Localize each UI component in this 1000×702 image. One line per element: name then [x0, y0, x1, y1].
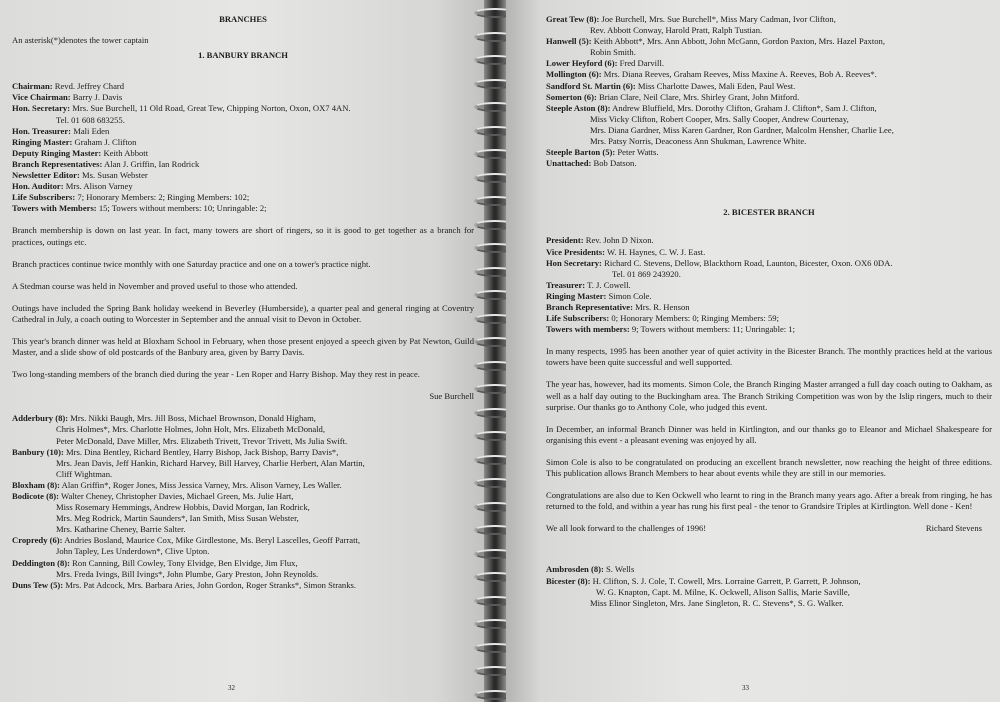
banbury-officers [12, 81, 474, 214]
tower-entry: Great Tew (8): Joe Burchell, Mrs. Sue Burchell*, Miss Mary Cadman, Ivor Clifton, Rev. Abbott Conway, Harold Pratt, Ralph Tustian. [546, 14, 836, 36]
tower-entry: Mollington (6): Mrs. Diana Reeves, Graham Reeves, Miss Maxine A. Reeves, Bob A. Reeves*. [546, 69, 877, 80]
tower-entry: Banbury (10): Mrs. Dina Bentley, Richard Bentley, Harry Bishop, Jack Bishop, Barry Davis*, Mrs. Jean Davis, Jeff Hankin, Richard Harvey, Bill Harvey, Charlie Herbert, Alan Martin, Cliff Wightman. [12, 446, 365, 479]
section-title-banbury: 1. BANBURY BRANCH [198, 50, 288, 61]
tower-entry: Ambrosden (8): S. Wells [546, 564, 635, 575]
paragraph: Congratulations are also due to Ken Ockwell who learnt to ring in the Branch many years ago. After a break from ringing, he has returned to the fold, and within a year has rung his first peal - the tenor to Grandsire Triples at Kirtlington. Well done - Ken! [546, 490, 992, 512]
officer-row: Ringing Master: Simon Cole. [546, 290, 652, 301]
officer-row: Vice Chairman: Barry J. Davis [12, 92, 123, 103]
officer-row: Hon. Auditor: Mrs. Alison Varney [12, 181, 133, 192]
section-title-bicester: 2. BICESTER BRANCH [723, 207, 815, 218]
tower-entry: Sandford St. Martin (6): Miss Charlotte Dawes, Mali Eden, Paul West. [546, 80, 796, 91]
paragraph: In December, an informal Branch Dinner was held in Kirtlington, and our thanks go to Eleanor and Michael Shakespeare for organising this event - a pleasant evening was enjoyed by all. [546, 423, 992, 445]
officer-row: Tel. 01 608 683255. [56, 114, 125, 125]
paragraph: Two long-standing members of the branch died during the year - Len Roper and Harry Bishop. May they rest in peace. [12, 369, 420, 380]
paragraph: The year has, however, had its moments. Simon Cole, the Branch Ringing Master arranged a full day coach outing to Oakham, as well as a half day outing to the Buckingham area. The Branch Striking Competition was won by the Islip ringers, much to their surprise. Our thanks go to Anthony Cole, who judged this event. [546, 379, 992, 412]
signature-sue-burchell: Sue Burchell [429, 391, 474, 402]
tower-entry: Unattached: Bob Datson. [546, 158, 637, 169]
banbury-towers [12, 413, 474, 591]
page-number: 33 [742, 683, 749, 692]
page-number: 32 [228, 683, 235, 692]
bicester-officers [546, 235, 992, 335]
closing-line: We all look forward to the challenges of 1996! [546, 523, 707, 534]
paragraph: This year's branch dinner was held at Bloxham School in February, when those present enjoyed a speech given by Pat Newton, Guild Master, and a slide show of old postcards of the Banbury area, given by Barry Davis. [12, 335, 474, 358]
tower-entry: Bicester (8): H. Clifton, S. J. Cole, T. Cowell, Mrs. Lorraine Garrett, P. Garrett, P. Johnson, W. G. Knapton, Capt. M. Milne, K. Ockwell, Alison Sallis, Marie Saville, Miss Elinor Singleton, Mrs. Jane Singleton, R. C. Stevens*, S. G. Walker. [546, 575, 861, 608]
tower-entry: Cropredy (6): Andries Bosland, Maurice Cox, Mike Girdlestone, Ms. Beryl Lascelles, Geoff Parratt, John Tapley, Les Underdown*, Clive Upton. [12, 535, 361, 557]
officer-row: Chairman: Revd. Jeffrey Chard [12, 81, 125, 92]
tower-entry: Somerton (6): Brian Clare, Neil Clare, Mrs. Shirley Grant, John Mitford. [546, 91, 800, 102]
right-page [506, 0, 1000, 702]
signature-richard-stevens: Richard Stevens [925, 523, 982, 534]
paragraph: Branch membership is down on last year. In fact, many towers are short of ringers, so it is good to get together as a branch for practices, outings etc. [12, 225, 474, 247]
tower-entry: Bloxham (8): Alan Griffin*, Roger Jones, Miss Jessica Varney, Mrs. Alison Varney, Les Waller. [12, 479, 342, 490]
officer-row: Hon Secretary: Richard C. Stevens, Dellow, Blackthorn Road, Launton, Bicester, Oxon. OX6 0DA. [546, 257, 893, 268]
officer-row: Newsletter Editor: Ms. Susan Webster [12, 170, 148, 181]
tower-entry: Bodicote (8): Walter Cheney, Christopher Davies, Michael Green, Ms. Julie Hart, Miss Rosemary Hemmings, Andrew Hobbis, David Morgan, Ian Rodrick, Mrs. Meg Rodrick, Martin Saunders*, Ian Smith, Miss Susan Webster, Mrs. Katharine Cheney, Barrie Salter. [12, 491, 310, 535]
paragraph: Branch practices continue twice monthly with one Saturday practice and one on a tower's practice night. [12, 258, 371, 269]
tower-entry: Adderbury (8): Mrs. Nikki Baugh, Mrs. Jill Boss, Michael Brownson, Donald Higham, Chris Holmes*, Mrs. Charlotte Holmes, John Holt, Mrs. Elizabeth McDonald, Peter McDonald, Dave Miller, Mrs. Elizabeth Trivett, Trevor Trivett, Ms Julia Swift. [12, 413, 348, 446]
officer-row: Treasurer: T. J. Cowell. [546, 279, 631, 290]
officer-row: Towers with members: 9; Towers without members: 11; Unringable: 1; [546, 324, 795, 335]
officer-row: Life Subscribers: 7; Honorary Members: 2; Ringing Members: 102; [12, 192, 250, 203]
tower-entry: Hanwell (5): Keith Abbott*, Mrs. Ann Abbott, John McGann, Gordon Paxton, Mrs. Hazel Paxton, Robin Smith. [546, 36, 885, 58]
tower-entry: Deddington (8): Ron Canning, Bill Cowley, Tony Elvidge, Ben Elvidge, Jim Flux, Mrs. Freda Ivings, Bill Ivings*, John Plumbe, Gary Preston, John Reynolds. [12, 557, 319, 579]
officer-row: Ringing Master: Graham J. Clifton [12, 136, 137, 147]
officer-row: Deputy Ringing Master: Keith Abbott [12, 147, 149, 158]
officer-row: Hon. Treasurer: Mali Eden [12, 125, 110, 136]
page-title: BRANCHES [219, 14, 267, 24]
tower-entry: Lower Heyford (6): Fred Darvill. [546, 58, 664, 69]
asterisk-note: An asterisk(*)denotes the tower captain [12, 35, 149, 46]
paragraph: A Stedman course was held in November and proved useful to those who attended. [12, 280, 298, 291]
officer-row: President: Rev. John D Nixon. [546, 235, 654, 246]
officer-row: Branch Representatives: Alan J. Griffin, Ian Rodrick [12, 158, 200, 169]
officer-row: Branch Representative: Mrs. R. Henson [546, 301, 690, 312]
paragraph: Simon Cole is also to be congratulated on producing an excellent branch newsletter, now reaching the height of three editions. This publication allows Branch Members to hear about events while they are still in our memories. [546, 456, 992, 478]
officer-row: Tel. 01 869 243920. [612, 268, 681, 279]
bicester-towers [546, 564, 992, 608]
officer-row: Towers with Members: 15; Towers without members: 10; Unringable: 2; [12, 203, 267, 214]
officer-row: Life Subscribers: 0; Honorary Members: 0; Ringing Members: 59; [546, 313, 779, 324]
paragraph: Outings have included the Spring Bank holiday weekend in Beverley (Humberside), a quarter peal and general ringing at Coventry Cathedral in July, a coach outing to Worcester in September and the annual visit to Devon in October. [12, 302, 474, 324]
officer-row: Hon. Secretary: Mrs. Sue Burchell, 11 Old Road, Great Tew, Chipping Norton, Oxon, OX7 4AN. [12, 103, 351, 114]
banbury-towers-continued [546, 14, 992, 169]
tower-entry: Steeple Barton (5): Peter Watts. [546, 147, 659, 158]
tower-entry: Duns Tew (5): Mrs. Pat Adcock, Mrs. Barbara Aries, John Gordon, Roger Stranks*, Simon Stranks. [12, 579, 356, 590]
officer-row: Vice Presidents: W. H. Haynes, C. W. J. East. [546, 246, 706, 257]
left-page [0, 0, 484, 702]
tower-entry: Steeple Aston (8): Andrew Bluffield, Mrs. Dorothy Clifton, Graham J. Clifton*, Sam J. Clifton, Miss Vicky Clifton, Robert Cooper, Mrs. Sally Cooper, Andrew Courtenay, Mrs. Diana Gardner, Miss Karen Gardner, Ron Gardner, Malcolm Hensher, Charlie Lee, Mrs. Patsy Norris, Deaconess Ann Shukman, Lawrence White. [546, 102, 894, 147]
paragraph: In many respects, 1995 has been another year of quiet activity in the Bicester Branch. The monthly practices held at the various towers have been quite successful and well supported. [546, 346, 992, 368]
